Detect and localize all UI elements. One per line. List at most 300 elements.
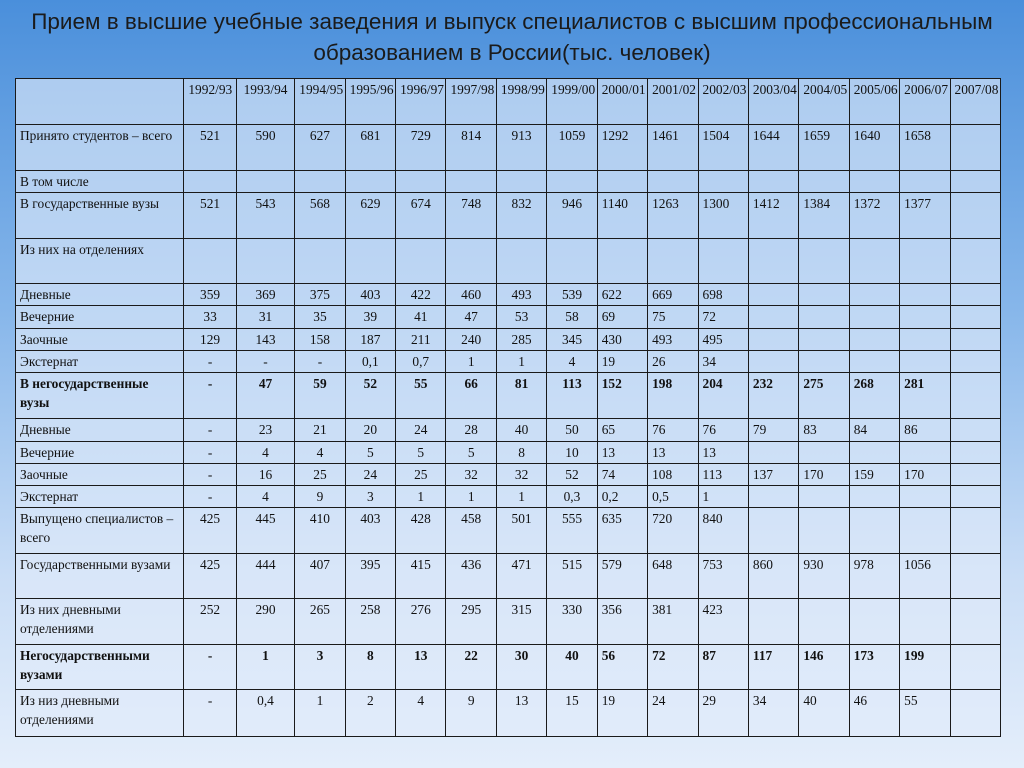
table-cell: 173 [849,644,899,689]
table-cell: 276 [396,599,446,644]
table-cell: 444 [236,553,294,598]
table-cell: 629 [345,193,395,238]
table-cell [748,284,798,306]
table-cell: 460 [446,284,496,306]
column-header: 2004/05 [799,79,849,125]
table-cell: 8 [496,441,546,463]
table-cell: 55 [900,690,950,737]
row-label: В негосударственные вузы [16,373,184,418]
table-header-row [16,79,1001,125]
table-cell: 113 [547,373,597,418]
column-header: 1996/97 [396,79,446,125]
column-header: 1992/93 [184,79,236,125]
table-cell: 19 [597,690,647,737]
table-cell: 23 [236,418,294,441]
table-cell [900,350,950,372]
table-cell: 13 [648,441,698,463]
table-cell [345,170,395,192]
table-cell [950,441,1000,463]
table-cell [396,238,446,283]
table-cell [950,284,1000,306]
table-cell [799,238,849,283]
table-cell: 627 [295,125,345,170]
table-cell: 1 [446,350,496,372]
table-cell [950,193,1000,238]
table-cell: 669 [648,284,698,306]
table-cell: 33 [184,306,236,328]
table-cell: 1461 [648,125,698,170]
table-cell: 698 [698,284,748,306]
table-cell: 69 [597,306,647,328]
table-cell: 930 [799,553,849,598]
table-cell: 113 [698,464,748,486]
table-row [16,284,1001,306]
table-cell: - [184,350,236,372]
table-cell [799,170,849,192]
row-label: Принято студентов – всего [16,125,184,170]
table-row [16,306,1001,328]
row-label: Экстернат [16,350,184,372]
table-cell: 79 [748,418,798,441]
table-cell: 403 [345,508,395,553]
row-label: В том числе [16,170,184,192]
table-row [16,238,1001,283]
table-cell: 275 [799,373,849,418]
row-label: Вечерние [16,441,184,463]
column-header: 1994/95 [295,79,345,125]
table-cell: 422 [396,284,446,306]
table-cell: 674 [396,193,446,238]
table-cell [849,170,899,192]
table-cell: 15 [547,690,597,737]
table-cell: 22 [446,644,496,689]
table-cell: 1384 [799,193,849,238]
table-cell: 493 [648,328,698,350]
table-cell: 65 [597,418,647,441]
table-cell: 814 [446,125,496,170]
row-label: В государственные вузы [16,193,184,238]
table-cell: 52 [345,373,395,418]
column-header: 2001/02 [648,79,698,125]
table-cell: 539 [547,284,597,306]
table-cell: 729 [396,125,446,170]
table-cell: 0,1 [345,350,395,372]
table-cell: 1140 [597,193,647,238]
table-cell: 4 [236,486,294,508]
table-cell: 356 [597,599,647,644]
table-cell: 5 [446,441,496,463]
table-cell [547,238,597,283]
table-cell: 428 [396,508,446,553]
table-cell: 56 [597,644,647,689]
table-cell [799,486,849,508]
table-cell: 295 [446,599,496,644]
table-cell: 359 [184,284,236,306]
table-cell: 395 [345,553,395,598]
table-cell: 860 [748,553,798,598]
table-cell: 40 [799,690,849,737]
table-cell: 13 [597,441,647,463]
table-cell: 24 [648,690,698,737]
row-label: Из них дневными отделениями [16,599,184,644]
table-row [16,690,1001,737]
table-cell [748,170,798,192]
table-cell: 35 [295,306,345,328]
table-cell: 635 [597,508,647,553]
table-cell [950,690,1000,737]
table-cell: 423 [698,599,748,644]
table-cell: 568 [295,193,345,238]
table-cell: 170 [799,464,849,486]
table-cell: 55 [396,373,446,418]
table-row [16,644,1001,689]
table-cell: 40 [547,644,597,689]
table-row [16,441,1001,463]
table-cell: 375 [295,284,345,306]
table-cell: 108 [648,464,698,486]
table-cell: 187 [345,328,395,350]
table-cell [849,508,899,553]
table-cell [950,464,1000,486]
table-cell [799,306,849,328]
table-cell: 10 [547,441,597,463]
table-cell [698,170,748,192]
table-cell: 47 [446,306,496,328]
row-label: Негосударственными вузами [16,644,184,689]
table-cell [950,306,1000,328]
table-cell [748,508,798,553]
table-cell: 978 [849,553,899,598]
table-cell [950,508,1000,553]
table-cell: 146 [799,644,849,689]
table-cell [849,441,899,463]
table-row [16,599,1001,644]
table-cell: 515 [547,553,597,598]
column-header: 2003/04 [748,79,798,125]
table-row [16,170,1001,192]
table-cell [648,238,698,283]
table-cell: 34 [748,690,798,737]
table-cell: 76 [648,418,698,441]
table-cell: 1059 [547,125,597,170]
table-cell: 1412 [748,193,798,238]
table-cell: 19 [597,350,647,372]
table-cell: 72 [648,644,698,689]
table-cell: 381 [648,599,698,644]
row-label: Вечерние [16,306,184,328]
table-cell: 232 [748,373,798,418]
table-cell: 252 [184,599,236,644]
column-header: 2007/08 [950,79,1000,125]
table-cell: 9 [446,690,496,737]
table-cell: 501 [496,508,546,553]
table-cell [799,350,849,372]
column-header: 2006/07 [900,79,950,125]
table-cell: - [184,441,236,463]
table-cell: 913 [496,125,546,170]
table-cell: 521 [184,125,236,170]
table-cell: 84 [849,418,899,441]
table-cell: 720 [648,508,698,553]
table-cell [900,508,950,553]
table-cell: 415 [396,553,446,598]
table-cell: 13 [496,690,546,737]
table-cell: 31 [236,306,294,328]
table-cell: 265 [295,599,345,644]
table-cell: 445 [236,508,294,553]
table-cell: 86 [900,418,950,441]
table-row [16,350,1001,372]
table-cell [748,306,798,328]
table-cell [849,306,899,328]
table-cell [184,238,236,283]
table-cell: 493 [496,284,546,306]
table-cell: 579 [597,553,647,598]
table-cell [799,599,849,644]
table-cell: 199 [900,644,950,689]
table-cell: 0,5 [648,486,698,508]
table-cell [849,350,899,372]
table-cell: 1 [446,486,496,508]
table-cell: 1644 [748,125,798,170]
table-cell: 0,2 [597,486,647,508]
table-cell: 1300 [698,193,748,238]
table-cell: - [184,464,236,486]
table-cell: 1263 [648,193,698,238]
table-cell [748,350,798,372]
table-cell [236,238,294,283]
table-cell [547,170,597,192]
row-label: Заочные [16,328,184,350]
row-label: Из низ дневными отделениями [16,690,184,737]
table-cell [648,170,698,192]
table-cell: 1659 [799,125,849,170]
table-cell [748,238,798,283]
table-cell: 543 [236,193,294,238]
page-title: Прием в высшие учебные заведения и выпуск специалистов с высшим профессиональным образованием в России(тыс. человек) [31,9,993,65]
table-cell [849,486,899,508]
table-cell [950,238,1000,283]
table-cell: 83 [799,418,849,441]
table-cell [799,441,849,463]
column-header [16,79,184,125]
table-row [16,553,1001,598]
table-cell: 5 [345,441,395,463]
table-cell: 425 [184,553,236,598]
table-cell: 24 [396,418,446,441]
table-cell [236,170,294,192]
table-cell: - [184,644,236,689]
table-cell: 40 [496,418,546,441]
row-label: Заочные [16,464,184,486]
table-cell: 2 [345,690,395,737]
table-cell [295,238,345,283]
table-cell: 39 [345,306,395,328]
table-cell: 555 [547,508,597,553]
table-cell [900,306,950,328]
table-cell: 4 [547,350,597,372]
table-cell: 58 [547,306,597,328]
table-row [16,464,1001,486]
table-cell: 590 [236,125,294,170]
column-header: 2005/06 [849,79,899,125]
table-cell: - [184,418,236,441]
table-cell: 13 [698,441,748,463]
table-cell: 290 [236,599,294,644]
table-row [16,418,1001,441]
table-cell [950,486,1000,508]
table-cell: 30 [496,644,546,689]
table-cell [496,170,546,192]
table-cell [950,373,1000,418]
table-cell: - [184,373,236,418]
table-cell: 34 [698,350,748,372]
table-cell: - [295,350,345,372]
table-cell [950,553,1000,598]
table-cell: 26 [648,350,698,372]
table-cell: 495 [698,328,748,350]
table-cell: 0,4 [236,690,294,737]
table-cell: 50 [547,418,597,441]
table-cell: 47 [236,373,294,418]
table-cell: 66 [446,373,496,418]
table-cell [900,170,950,192]
table-cell: 198 [648,373,698,418]
table-cell: 211 [396,328,446,350]
row-label: Выпущено специалистов – всего [16,508,184,553]
table-cell: 281 [900,373,950,418]
table-cell: 1377 [900,193,950,238]
table-row [16,486,1001,508]
table-cell: 622 [597,284,647,306]
table-cell: 330 [547,599,597,644]
table-cell: 430 [597,328,647,350]
table-cell [950,125,1000,170]
table-cell: 9 [295,486,345,508]
row-label: Государственными вузами [16,553,184,598]
table-cell: 345 [547,328,597,350]
row-label: Дневные [16,418,184,441]
table-cell: 87 [698,644,748,689]
table-cell: 159 [849,464,899,486]
table-cell: 840 [698,508,748,553]
table-cell: 1504 [698,125,748,170]
table-cell [597,170,647,192]
table-cell [799,508,849,553]
table-cell [184,170,236,192]
table-cell: 53 [496,306,546,328]
table-cell [748,441,798,463]
table-cell: 143 [236,328,294,350]
table-cell: 1 [698,486,748,508]
table-cell [900,284,950,306]
table-cell: 369 [236,284,294,306]
table-cell [799,284,849,306]
row-label: Дневные [16,284,184,306]
column-header: 2002/03 [698,79,748,125]
table-cell: 3 [345,486,395,508]
table-cell: 1 [236,644,294,689]
table-cell [950,328,1000,350]
row-label: Экстернат [16,486,184,508]
table-cell: 52 [547,464,597,486]
table-cell [698,238,748,283]
table-cell [396,170,446,192]
table-cell [849,328,899,350]
column-header: 1995/96 [345,79,395,125]
column-header: 2000/01 [597,79,647,125]
table-cell [900,328,950,350]
table-cell: 0,7 [396,350,446,372]
table-cell: 648 [648,553,698,598]
column-header: 1999/00 [547,79,597,125]
table-cell: 32 [496,464,546,486]
table-cell: 204 [698,373,748,418]
table-cell [849,284,899,306]
table-cell: 4 [295,441,345,463]
table-cell: 158 [295,328,345,350]
table-cell: - [184,486,236,508]
table-cell: 170 [900,464,950,486]
table-cell [950,170,1000,192]
table-cell: 117 [748,644,798,689]
table-cell [950,418,1000,441]
table-cell: 13 [396,644,446,689]
table-cell: 24 [345,464,395,486]
table-cell [345,238,395,283]
table-cell [950,350,1000,372]
table-cell: 258 [345,599,395,644]
table-cell: 3 [295,644,345,689]
table-cell: 425 [184,508,236,553]
table-cell: 46 [849,690,899,737]
table-cell: 1292 [597,125,647,170]
table-cell: 0,3 [547,486,597,508]
table-cell: 75 [648,306,698,328]
statistics-table [15,78,1001,737]
table-cell [446,170,496,192]
table-cell: 753 [698,553,748,598]
table-cell: 137 [748,464,798,486]
table-cell: 471 [496,553,546,598]
table-cell: 458 [446,508,496,553]
table-cell [950,644,1000,689]
column-header: 1998/99 [496,79,546,125]
table-cell: 1372 [849,193,899,238]
table-row [16,373,1001,418]
table-cell: 1 [396,486,446,508]
table-cell: 72 [698,306,748,328]
table-cell: 25 [295,464,345,486]
table-cell: 946 [547,193,597,238]
table-cell: 1658 [900,125,950,170]
table-cell: 20 [345,418,395,441]
table-cell: 1 [295,690,345,737]
table-cell: 832 [496,193,546,238]
table-cell: 21 [295,418,345,441]
table-cell: 28 [446,418,496,441]
table-cell [900,238,950,283]
table-cell: 436 [446,553,496,598]
table-cell [849,238,899,283]
table-cell [900,486,950,508]
table-cell [496,238,546,283]
table-cell: 152 [597,373,647,418]
table-cell: 240 [446,328,496,350]
table-cell: 315 [496,599,546,644]
column-header: 1997/98 [446,79,496,125]
table-cell: 410 [295,508,345,553]
